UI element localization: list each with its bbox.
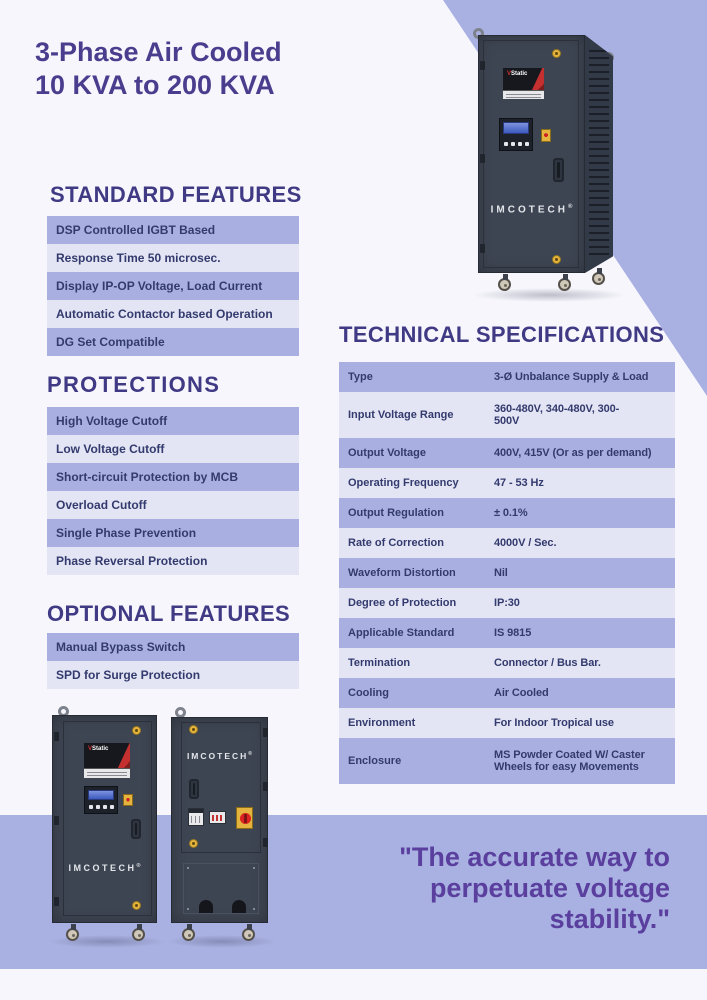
panel-buttons [500,142,532,146]
spec-label: Applicable Standard [348,627,455,639]
spec-label: Degree of Protection [348,597,457,609]
feature-item: DSP Controlled IGBT Based [47,216,299,244]
spec-row [339,468,675,498]
technical-specifications-heading: TECHNICAL SPECIFICATIONS [339,322,665,347]
hinge-icon [54,816,59,825]
cable-entry-panel [183,863,259,914]
door-handle [553,158,564,182]
hinge-icon [480,244,485,253]
standard-features-list [47,216,299,356]
brand-logo: IMCOTECH® [490,204,573,216]
spec-value: IP:30 [494,597,520,609]
door-handle [189,779,199,799]
caster-wheel [242,928,255,941]
panel-buttons [85,805,117,809]
lcd-screen [503,122,529,134]
emergency-switch-icon [541,129,551,142]
mcb-window [188,808,204,826]
feature-item: High Voltage Cutoff [47,407,299,435]
caster-wheel [592,272,605,285]
spec-label: Output Regulation [348,507,444,519]
caster-wheel [132,928,145,941]
optional-features-heading: OPTIONAL FEATURES [47,601,291,626]
spec-value: 4000V / Sec. [494,537,557,549]
product-photo-hero [470,26,630,311]
door-handle [131,819,141,839]
spec-value: IS 9815 [494,627,532,639]
spec-row [339,648,675,678]
quote-line-3: stability." [549,904,670,935]
lock-icon [132,901,141,910]
quote-line-1: "The accurate way to [399,842,670,872]
spec-row [339,362,675,392]
lock-icon [189,725,198,734]
caster-wheel [182,928,195,941]
lcd-screen [88,790,114,800]
cable-cutout [232,900,246,913]
caster-wheel [66,928,79,941]
nameplate-strip [503,90,544,99]
protections-list [47,407,299,575]
control-panel [499,118,533,151]
spec-row [339,528,675,558]
product-nameplate [84,743,130,778]
spec-value: 3-Ø Unbalance Supply & Load [494,371,649,383]
spec-label: Cooling [348,687,389,699]
cabinet-side-vents [585,35,613,273]
spec-value: Connector / Bus Bar. [494,657,601,669]
spec-row [339,738,675,784]
lock-icon [132,726,141,735]
quote-line-2: perpetuate voltage [429,873,670,904]
caster-wheel [498,278,511,291]
spec-table [339,362,675,784]
nameplate-logo: VStatic [88,746,109,752]
spec-row [339,438,675,468]
control-panel [84,786,118,814]
hinge-icon [54,897,59,906]
lock-icon [189,839,198,848]
product-nameplate [503,68,544,99]
spec-label: Waveform Distortion [348,567,456,579]
hinge-icon [480,154,485,163]
title-line-1: 3-Phase Air Cooled [35,37,282,67]
spec-value: 47 - 53 Hz [494,477,544,489]
quote-text [330,842,670,935]
feature-item: Response Time 50 microsec. [47,244,299,272]
caster-wheel [558,278,571,291]
spec-row [339,708,675,738]
spec-row [339,618,675,648]
feature-item: DG Set Compatible [47,328,299,356]
spec-row [339,588,675,618]
hinge-icon [263,782,268,791]
spec-value: 360-480V, 340-480V, 300-500V [494,403,620,427]
cable-cutout [199,900,213,913]
spec-label: Termination [348,657,411,669]
feature-item: Display IP-OP Voltage, Load Current [47,272,299,300]
standard-features-heading: STANDARD FEATURES [50,182,302,207]
spec-row [339,558,675,588]
spec-value: Air Cooled [494,687,549,699]
protections-heading: PROTECTIONS [47,372,221,397]
spec-label: Operating Frequency [348,477,459,489]
cabinet-front [52,715,157,923]
spec-value: MS Powder Coated W/ Caster Wheels for easy Movements [494,749,645,773]
optional-features-list [47,633,299,689]
hinge-icon [54,732,59,741]
feature-item: Phase Reversal Protection [47,547,299,575]
cabinet-shadow [472,288,627,302]
spec-value: ± 0.1% [494,507,528,519]
nameplate-logo: VStatic [507,71,528,77]
title-line-2: 10 KVA to 200 KVA [35,69,275,100]
nameplate-strip [84,768,130,778]
spec-value: 400V, 415V (Or as per demand) [494,447,652,459]
terminal-strip [209,811,226,824]
brand-logo: IMCOTECH® [186,751,253,761]
feature-item: Low Voltage Cutoff [47,435,299,463]
spec-value: Nil [494,567,508,579]
rotary-switch-icon [236,807,253,829]
product-photo-switch [170,703,275,955]
spec-row [339,678,675,708]
feature-item: Manual Bypass Switch [47,633,299,661]
spec-label: Environment [348,717,416,729]
spec-label: Input Voltage Range [348,409,454,421]
spec-label: Enclosure [348,755,402,767]
emergency-switch-icon [123,794,133,806]
product-photo-front [52,703,164,955]
hinge-icon [263,838,268,847]
brand-logo: IMCOTECH® [68,863,141,873]
spec-value: For Indoor Tropical use [494,717,614,729]
lock-icon [552,49,561,58]
feature-item: Automatic Contactor based Operation [47,300,299,328]
page-title [35,36,282,102]
spec-label: Rate of Correction [348,537,444,549]
feature-item: SPD for Surge Protection [47,661,299,689]
feature-item: Single Phase Prevention [47,519,299,547]
feature-item: Overload Cutoff [47,491,299,519]
lock-icon [552,255,561,264]
spec-row [339,498,675,528]
spec-label: Output Voltage [348,447,427,459]
feature-item: Short-circuit Protection by MCB [47,463,299,491]
cabinet-front [171,717,268,923]
hinge-icon [263,728,268,737]
cabinet-front [478,35,585,273]
spec-label: Type [348,371,373,383]
hinge-icon [480,61,485,70]
spec-row [339,392,675,438]
